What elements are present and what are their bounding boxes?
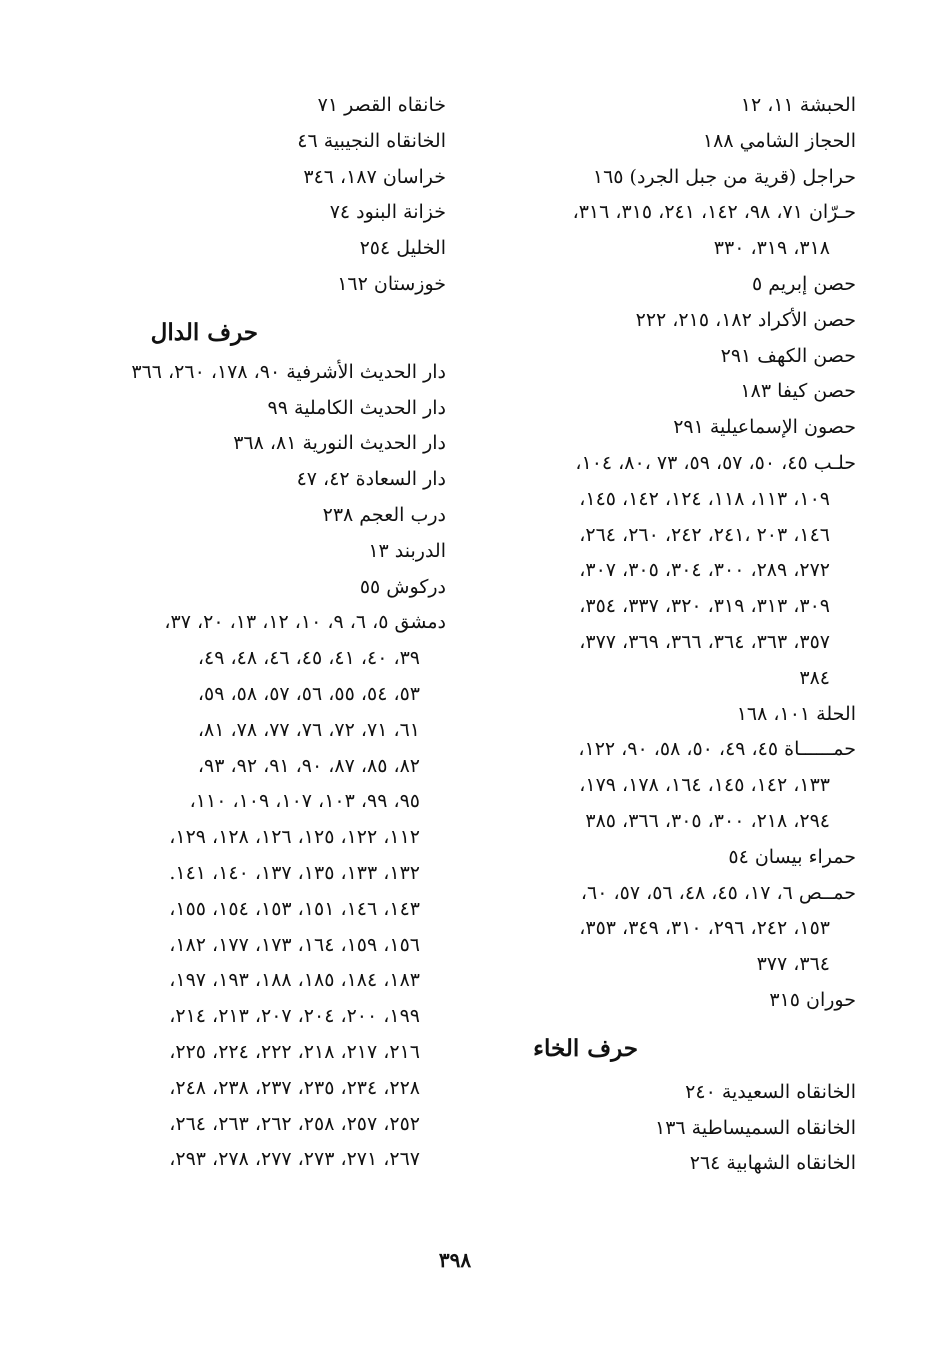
index-entry-continuation: ٣٠٩، ٣١٣، ٣١٩، ٣٢٠، ٣٣٧، ٣٥٤، — [579, 595, 830, 618]
index-entry: حصون الإسماعيلية ٢٩١ — [673, 416, 856, 439]
left-column — [62, 88, 446, 1178]
index-entry-continuation: ٢١٦، ٢١٧، ٢١٨، ٢٢٢، ٢٢٤، ٢٢٥، — [169, 1040, 420, 1063]
index-entry-continuation: ٣٨٤ — [799, 666, 830, 689]
index-entry: دار الحديث الكاملية ٩٩ — [267, 396, 446, 419]
index-entry: حمــــــاة ٤٥، ٤٩، ٥٠، ٥٨، ٩٠، ١٢٢، — [578, 738, 856, 761]
index-entry-continuation: ١٥٦، ١٥٩، ١٦٤، ١٧٣، ١٧٧، ١٨٢، — [169, 933, 420, 956]
index-entry: حمراء بيسان ٥٤ — [728, 845, 856, 868]
index-entry: درب العجم ٢٣٨ — [322, 503, 446, 526]
index-entry-continuation: ١٥٣، ٢٤٢، ٢٩٦، ٣١٠، ٣٤٩، ٣٥٣، — [579, 917, 830, 940]
index-entry: الدربند ١٣ — [368, 539, 446, 562]
left-entries-after-list — [62, 355, 446, 1178]
index-entry: خوزستان ١٦٢ — [337, 272, 446, 295]
index-entry: حصن إبريم ٥ — [752, 272, 856, 295]
index-entry: خراسان ١٨٧، ٣٤٦ — [303, 165, 446, 188]
index-entry-continuation: ١٤٣، ١٤٦، ١٥١، ١٥٣، ١٥٤، ١٥٥، — [169, 897, 420, 920]
index-entry: حمــص ٦، ١٧، ٤٥، ٤٨، ٥٦، ٥٧، ٦٠، — [580, 881, 856, 904]
index-entry: حوران ٣١٥ — [769, 988, 856, 1011]
page-number: ٣٩٨ — [438, 1248, 472, 1272]
index-entry-continuation: ١٣٣، ١٤٢، ١٤٥، ١٦٤، ١٧٨، ١٧٩، — [579, 774, 830, 797]
index-entry: الخانقاه السميساطية ١٣٦ — [655, 1116, 856, 1139]
index-entry: الحبشة ١١، ١٢ — [740, 94, 856, 116]
index-entry: حلـب ٤٥، ٥٠، ٥٧، ٥٩، ٧٣ ،٨٠، ١٠٤، — [575, 451, 856, 474]
right-entries-list — [470, 88, 856, 1019]
section-heading-dal: حرف الدال — [150, 318, 258, 346]
index-entry-continuation: ٣٦٤، ٣٧٧ — [756, 953, 830, 976]
section-heading-kha: حرف الخاء — [533, 1034, 638, 1062]
left-entries-list — [62, 88, 446, 303]
index-entry-continuation: ١٩٩، ٢٠٠، ٢٠٤، ٢٠٧، ٢١٣، ٢١٤، — [169, 1005, 420, 1028]
index-entry: الخانقاه السعيدية ٢٤٠ — [685, 1080, 856, 1103]
right-column — [470, 88, 856, 1182]
index-entry: دركوش ٥٥ — [359, 575, 446, 598]
index-entry: حصن الكهف ٢٩١ — [720, 344, 856, 367]
index-entry: الحجاز الشامي ١٨٨ — [702, 129, 856, 152]
index-entry-continuation: ٢٧٢، ٢٨٩، ٣٠٠، ٣٠٤، ٣٠٥، ٣٠٧، — [579, 559, 830, 582]
index-entry-continuation: ٩٥، ٩٩، ١٠٣، ١٠٧، ١٠٩، ١١٠، — [189, 790, 420, 813]
index-entry-continuation: ٥٣، ٥٤، ٥٥، ٥٦، ٥٧، ٥٨، ٥٩، — [197, 682, 420, 705]
index-entry-continuation: ٦١، ٧١، ٧٢، ٧٦، ٧٧، ٧٨، ٨١، — [197, 718, 420, 741]
index-entry-continuation: ٣٩، ٤٠، ٤١، ٤٥، ٤٦، ٤٨، ٤٩، — [197, 647, 420, 670]
index-entry: دار السعادة ٤٢، ٤٧ — [296, 468, 446, 491]
index-entry-continuation: ٣١٨، ٣١٩، ٣٣٠ — [713, 237, 830, 260]
index-entry-continuation: ٣٥٧، ٣٦٣، ٣٦٤، ٣٦٦، ٣٦٩، ٣٧٧، — [579, 630, 830, 653]
index-entry: الخانقاه النجيبية ٤٦ — [297, 129, 446, 152]
index-entry: خزانة البنود ٧٤ — [329, 201, 446, 224]
index-entry-continuation: ٢٩٤، ٢١٨، ٣٠٠، ٣٠٥، ٣٦٦، ٣٨٥ — [585, 809, 830, 832]
index-entry-continuation: ٢٢٨، ٢٣٤، ٢٣٥، ٢٣٧، ٢٣٨، ٢٤٨، — [169, 1076, 420, 1099]
index-entry: حـرّان ٧١، ٩٨، ١٤٢، ٢٤١، ٣١٥، ٣١٦، — [572, 201, 856, 224]
index-entry-continuation: ١٤٦، ٢٠٣ ،٢٤١، ٢٤٢، ٢٦٠، ٢٦٤، — [579, 523, 830, 546]
index-entry-continuation: ١٠٩، ١١٣، ١١٨، ١٢٤، ١٤٢، ١٤٥، — [579, 487, 830, 510]
index-entry: حصن الأكراد ١٨٢، ٢١٥، ٢٢٢ — [635, 308, 856, 331]
index-entry: دار الحديث النورية ٨١، ٣٦٨ — [233, 432, 446, 455]
index-entry: خانقاه القصر ٧١ — [317, 94, 446, 116]
right-entries-after-list — [470, 1075, 856, 1182]
index-entry-continuation: ٢٦٧، ٢٧١، ٢٧٣، ٢٧٧، ٢٧٨، ٢٩٣، — [169, 1148, 420, 1171]
index-entry: حصن كيفا ١٨٣ — [740, 380, 856, 403]
index-entry: الحلة ١٠١، ١٦٨ — [736, 702, 856, 725]
index-entry: دار الحديث الأشرفية ٩٠، ١٧٨، ٢٦٠، ٣٦٦ — [131, 360, 446, 383]
index-entry-continuation: ١١٢، ١٢٢، ١٢٥، ١٢٦، ١٢٨، ١٢٩، — [169, 826, 420, 849]
index-entry-continuation: ٢٥٢، ٢٥٧، ٢٥٨، ٢٦٢، ٢٦٣، ٢٦٤، — [169, 1112, 420, 1135]
index-entry: الخانقاه الشهابية ٢٦٤ — [689, 1152, 856, 1175]
index-entry-continuation: ١٣٢، ١٣٣، ١٣٥، ١٣٧، ١٤٠، ١٤١. — [169, 861, 420, 884]
index-entry-continuation: ٨٢، ٨٥، ٨٧، ٩٠، ٩١، ٩٢، ٩٣، — [197, 754, 420, 777]
index-entry: الخليل ٢٥٤ — [359, 237, 446, 260]
index-entry-continuation: ١٨٣، ١٨٤، ١٨٥، ١٨٨، ١٩٣، ١٩٧، — [169, 969, 420, 992]
index-entry: دمشق ٥، ٦، ٩، ١٠، ١٢، ١٣، ٢٠، ٣٧، — [164, 611, 446, 634]
index-entry: حراجل (قرية من جبل الجرد) ١٦٥ — [592, 165, 856, 188]
